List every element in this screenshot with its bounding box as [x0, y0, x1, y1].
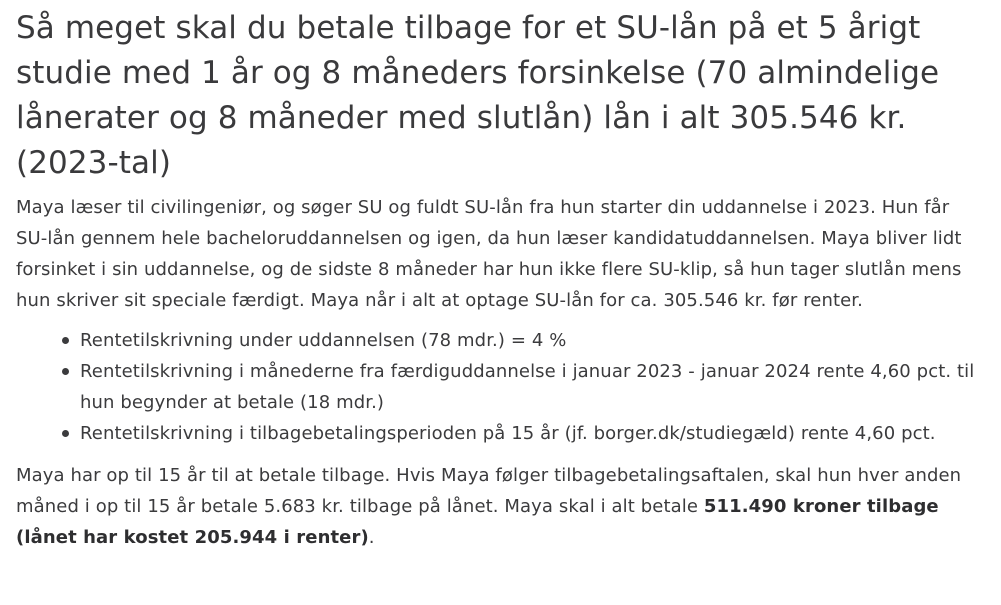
interest-bullet-list — [16, 325, 980, 449]
closing-text-end: . — [368, 527, 375, 548]
page-title: Så meget skal du betale tilbage for et SU-lån på et 5 årigt studie med 1 år og 8 måneders forsinkelse (70 almindelige lånerater og 8 måneder med slutlån) lån i alt 305.546 kr. (2023-tal) — [16, 10, 940, 181]
bullet-item-interest-repayment-period: Rentetilskrivning i tilbagebetalingsperioden på 15 år (jf. borger.dk/studiegæld) rente 4,60 pct. — [80, 418, 980, 449]
closing-text-start: Maya har op til 15 år til at betale tilbage. Hvis Maya følger tilbagebetalingsaftalen, skal hun hver anden måned i op til 15 år betale 5.683 kr. tilbage på lånet. Maya skal i alt betale — [16, 465, 962, 517]
closing-paragraph — [16, 460, 966, 553]
bullet-item-interest-during-education: Rentetilskrivning under uddannelsen (78 mdr.) = 4 % — [80, 325, 980, 356]
closing-text-bold-total: 511.490 kroner tilbage (lånet har kostet 205.944 i renter) — [16, 496, 939, 548]
intro-paragraph: Maya læser til civilingeniør, og søger SU og fuldt SU-lån fra hun starter din uddannelse i 2023. Hun får SU-lån gennem hele bacheloruddannelsen og igen, da hun læser kandidatuddannelsen. Maya bliver lidt forsinket i sin uddannelse, og de sidste 8 måneder har hun ikke flere SU-klip, så hun tager slutlån mens hun skriver sit speciale færdigt. Maya når i alt at optage SU-lån for ca. 305.546 kr. før renter. — [16, 197, 962, 311]
bullet-item-interest-after-graduation: Rentetilskrivning i månederne fra færdiguddannelse i januar 2023 - januar 2024 rente 4,60 pct. til hun begynder at betale (18 mdr.) — [80, 356, 980, 418]
